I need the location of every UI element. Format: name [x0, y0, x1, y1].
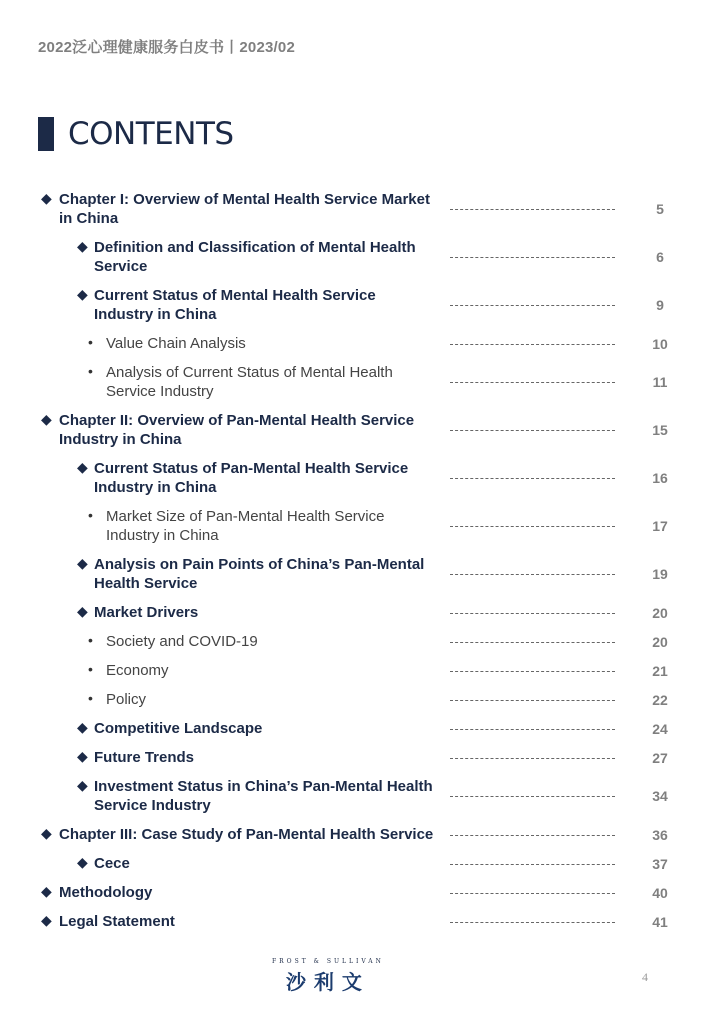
dashed-leader [450, 835, 615, 836]
toc-page-number: 27 [652, 749, 668, 766]
toc-entry-title: Market Drivers [94, 604, 199, 621]
logo-chinese: 沙利文 [285, 972, 370, 994]
toc-entry-title: Chapter I: Overview of Mental Health Service Market in China [59, 191, 430, 227]
dashed-leader [450, 796, 615, 797]
toc-entry-title: Methodology [59, 884, 153, 901]
toc-entry[interactable] [0, 334, 709, 353]
contents-heading [38, 116, 234, 152]
diamond-bullet-icon: ◆ [77, 777, 88, 793]
toc-entry-title: Current Status of Mental Health Service Industry in China [94, 287, 376, 323]
toc-entry-title: Chapter III: Case Study of Pan-Mental Health Service [59, 826, 434, 843]
dashed-leader [450, 382, 615, 383]
toc-entry[interactable] [0, 190, 709, 228]
toc-entry-title: Analysis of Current Status of Mental Health Service Industry [106, 364, 393, 400]
toc-entry-title: Cece [94, 855, 130, 872]
dashed-leader [450, 729, 615, 730]
diamond-bullet-icon: ◆ [77, 459, 88, 475]
toc-entry-title: Current Status of Pan-Mental Health Service Industry in China [94, 460, 409, 496]
toc-page-number: 17 [652, 518, 668, 534]
dashed-leader [450, 526, 615, 527]
bullet-icon: • [88, 690, 93, 706]
bullet-icon: • [88, 661, 93, 677]
diamond-bullet-icon: ◆ [41, 190, 52, 206]
diamond-bullet-icon: ◆ [77, 238, 88, 254]
table-of-contents [0, 190, 709, 941]
dashed-leader [450, 700, 615, 701]
bullet-icon: • [88, 334, 93, 350]
frost-sullivan-logo [272, 958, 384, 995]
page-number: 4 [642, 970, 648, 984]
diamond-bullet-icon: ◆ [41, 912, 52, 928]
toc-entry[interactable] [0, 777, 709, 815]
toc-page-number: 9 [656, 297, 664, 313]
diamond-bullet-icon: ◆ [41, 825, 52, 841]
toc-entry[interactable] [0, 912, 709, 931]
running-header: 2022泛心理健康服务白皮书丨2023/02 [38, 39, 295, 56]
toc-page-number: 21 [652, 662, 668, 679]
toc-page-number: 34 [652, 788, 668, 804]
toc-entry-title: Chapter II: Overview of Pan-Mental Health Service Industry in China [59, 412, 415, 448]
dashed-leader [450, 864, 615, 865]
toc-entry[interactable] [0, 286, 709, 324]
toc-entry[interactable] [0, 411, 709, 449]
dashed-leader [450, 671, 615, 672]
toc-page-number: 41 [652, 913, 668, 930]
diamond-bullet-icon: ◆ [41, 883, 52, 899]
toc-entry[interactable] [0, 507, 709, 545]
dashed-leader [450, 478, 615, 479]
dashed-leader [450, 642, 615, 643]
diamond-bullet-icon: ◆ [41, 411, 52, 427]
toc-entry[interactable] [0, 661, 709, 680]
toc-entry-title: Market Size of Pan-Mental Health Service Industry in China [106, 508, 385, 544]
toc-page-number: 11 [652, 374, 668, 390]
diamond-bullet-icon: ◆ [77, 286, 88, 302]
diamond-bullet-icon: ◆ [77, 854, 88, 870]
diamond-bullet-icon: ◆ [77, 748, 88, 764]
toc-entry-title: Competitive Landscape [94, 720, 263, 737]
diamond-bullet-icon: ◆ [77, 555, 88, 571]
toc-page-number: 20 [652, 633, 668, 650]
diamond-bullet-icon: ◆ [77, 603, 88, 619]
dashed-leader [450, 574, 615, 575]
dashed-leader [450, 430, 615, 431]
toc-page-number: 20 [652, 604, 668, 621]
toc-entry[interactable] [0, 238, 709, 276]
toc-entry[interactable] [0, 459, 709, 497]
bullet-icon: • [88, 363, 93, 379]
bullet-icon: • [88, 507, 93, 523]
logo-english: FROST & SULLIVAN [272, 958, 384, 965]
toc-entry[interactable] [0, 719, 709, 738]
toc-entry-title: Future Trends [94, 749, 195, 766]
toc-entry[interactable] [0, 603, 709, 622]
toc-page-number: 36 [652, 826, 668, 843]
toc-entry-title: Legal Statement [59, 913, 175, 930]
dashed-leader [450, 758, 615, 759]
toc-entry[interactable] [0, 632, 709, 651]
toc-entry-title: Economy [106, 662, 169, 679]
toc-entry-title: Investment Status in China’s Pan-Mental Health Service Industry [94, 778, 433, 814]
toc-page-number: 6 [656, 249, 664, 265]
dashed-leader [450, 893, 615, 894]
dashed-leader [450, 209, 615, 210]
toc-entry-title: Analysis on Pain Points of China’s Pan-Mental Health Service [94, 556, 425, 592]
toc-entry[interactable] [0, 555, 709, 593]
toc-entry-title: Value Chain Analysis [106, 335, 246, 352]
toc-entry[interactable] [0, 748, 709, 767]
toc-entry[interactable] [0, 363, 709, 401]
toc-page-number: 24 [652, 720, 668, 737]
bullet-icon: • [88, 632, 93, 648]
toc-entry-title: Policy [106, 691, 147, 708]
dashed-leader [450, 344, 615, 345]
dashed-leader [450, 613, 615, 614]
toc-entry[interactable] [0, 883, 709, 902]
dashed-leader [450, 257, 615, 258]
toc-page-number: 16 [652, 470, 668, 486]
toc-page-number: 19 [652, 566, 668, 582]
page-title: CONTENTS [68, 116, 234, 152]
toc-page-number: 10 [652, 335, 668, 352]
dashed-leader [450, 922, 615, 923]
toc-entry[interactable] [0, 825, 709, 844]
diamond-bullet-icon: ◆ [77, 719, 88, 735]
title-accent-bar [38, 117, 54, 151]
toc-page-number: 37 [652, 855, 668, 872]
toc-entry-title: Definition and Classification of Mental Health Service [94, 239, 416, 275]
toc-entry[interactable] [0, 854, 709, 873]
toc-page-number: 5 [656, 201, 664, 217]
toc-entry-title: Society and COVID-19 [106, 633, 258, 650]
toc-page-number: 40 [652, 884, 668, 901]
dashed-leader [450, 305, 615, 306]
toc-page-number: 15 [652, 422, 668, 438]
toc-page-number: 22 [652, 691, 668, 708]
toc-entry[interactable] [0, 690, 709, 709]
